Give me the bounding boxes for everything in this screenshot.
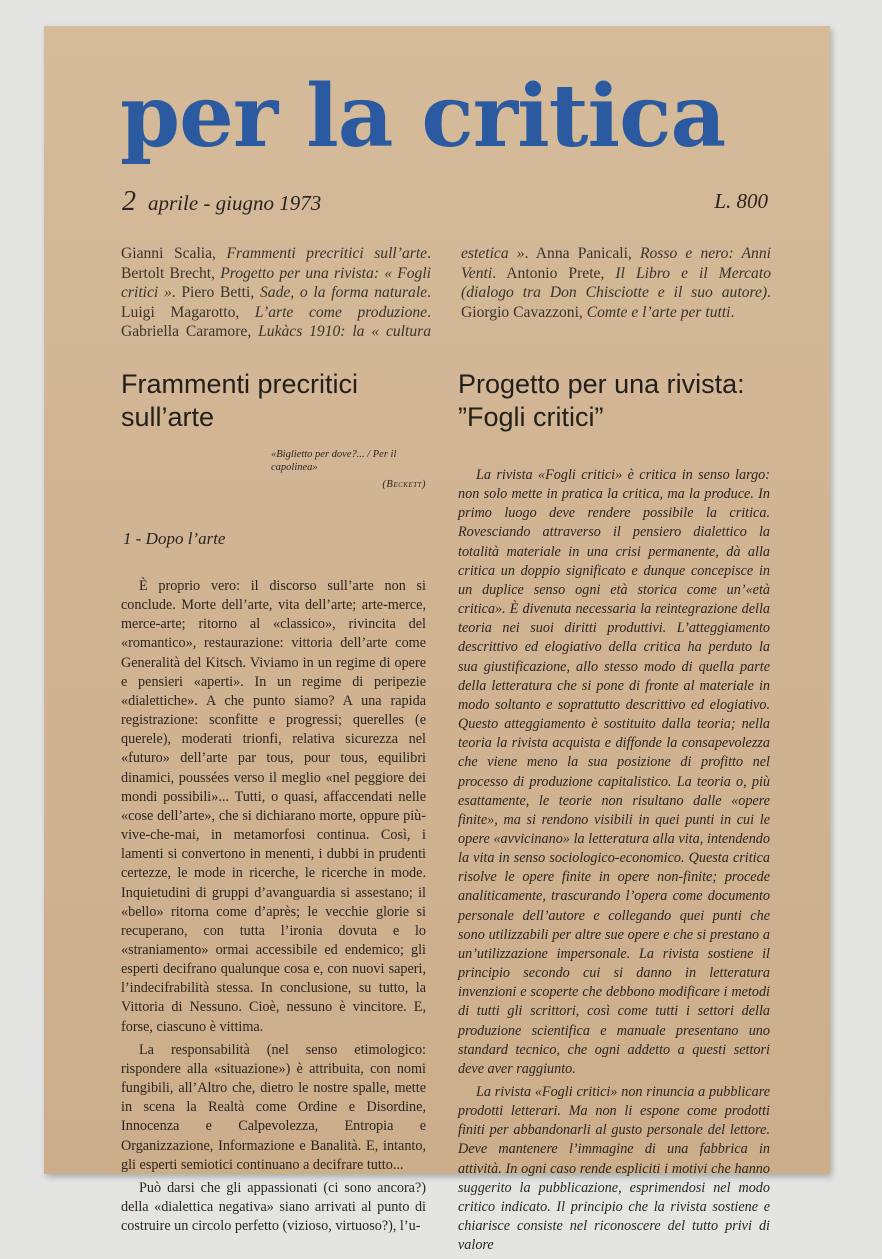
epigraph-author: (Beckett)	[382, 479, 426, 490]
contents-title: Sade, o la forma naturale	[259, 284, 428, 301]
contents-author: . Gabriella Caramore,	[121, 303, 432, 340]
contents-title: Comte e l’arte per tutti	[586, 303, 731, 321]
table-of-contents	[121, 244, 771, 342]
epigraph	[271, 448, 426, 491]
masthead: per la critica	[120, 66, 726, 167]
contents-author: . Antonio Prete,	[492, 264, 616, 282]
section-heading: 1 - Dopo l’arte	[123, 529, 226, 548]
contents-title: Rosso e nero: Anni Venti	[461, 245, 771, 282]
contents-title: L’arte come produzione	[254, 303, 428, 321]
contents-author: . Luigi Magarotto,	[121, 284, 431, 321]
issue-info	[122, 186, 321, 218]
contents-title: Il Libro e il Mercato (dialogo tra Don Chisciotte e il suo autore)	[461, 264, 771, 301]
epigraph-text: «Biglietto per dove?... / Per il capolinea»	[271, 449, 397, 473]
contents-title: Lukàcs 1910: la « cultura estetica »	[258, 245, 525, 340]
article-title-line: ”Fogli critici”	[458, 402, 604, 432]
issue-price: L. 800	[714, 189, 768, 213]
article-body	[121, 577, 426, 1236]
article-title	[458, 368, 770, 434]
article-title	[121, 368, 426, 434]
paragraph: La responsabilità (nel senso etimologico: rispondere alla «situazione») è attribuita, con nomi fungibili, all’Altro che, dietro le nostre spalle, mette in scena la Realtà come Ordine e Disordine, Innocenza e Calpevolezza, Entropia e Organizzazione, Informazione e Banalità. E, intanto, gli esperti semiotici continuano a decifrare tutto...	[121, 1041, 426, 1173]
contents-author: . Giorgio Cavazzoni,	[461, 284, 771, 321]
article-left	[121, 368, 426, 1240]
article-title-line: Progetto per una rivista:	[458, 369, 745, 399]
article-right	[458, 368, 770, 1259]
contents-title: Frammenti precritici sull’arte	[226, 245, 428, 262]
paragraph: È proprio vero: il discorso sull’arte non si conclude. Morte dell’arte, vita dell’arte; arte-merce, merce-arte; ritorno al «classico», rivincita del «romantico», restaurazione: vittoria dell’arte come Generalità del Kitsch. Viviamo in un regime di opere e pensieri «aperti». In un regime di peripezie «dialettiche». A che punto siamo? A una rapida registrazione: sconfitte e progressi; querelles (e querele), moderati trionfi, relativa sicurezza nel «futuro» dell’arte par tous, pour tous, equilibri dinamici, poussées verso il meglio «nel peggiore dei mondi possibili»... Tutti, o quasi, affaccendati nelle «cose dell’arte», che si dichiarano morte, oppure più-vive-che-mai, in metamorfosi continua. Così, i lamenti si convertono in menenti, i dubbi in prudenti certezze, le mode in ricerche, le ricerche in mode. Inquietudini di gruppi d’avanguardia si assestano; il «bello» ritorna come d’après; le vecchie glorie si recuperano, con tutta l’ironia dovuta e lo «straniamento» ormai accessibile ed endemico; gli esperti decifrano qualunque cosa e, con nuovi saperi, l’indecifrabilità stessa. In conclusione, su tutto, la Vittoria di Nessuno. Cioè, nessuno è vincitore. E, forse, ciascuno è vittima.	[121, 578, 426, 1035]
paragraph: La rivista «Fogli critici» non rinuncia a pubblicare prodotti letterari. Ma non li espone come prodotti finiti per abbandonarli al gusto personale del lettore. Deve mantenere l’immagine di una fabbrica in attività. In ogni caso rende espliciti i motivi che hanno suggerito la pubblicazione, esprimendosi nel modo critico indicato. Il principio che la rivista sostiene e chiarisce consiste nel riconoscere del tutto privi di valore	[458, 1084, 770, 1254]
contents-author: .	[730, 303, 735, 321]
contents-author: Gianni Scalia,	[121, 245, 227, 262]
article-body	[458, 466, 770, 1255]
contents-title: Progetto per una rivista: « Fogli critici »	[121, 264, 431, 301]
issue-number: 2	[122, 186, 136, 217]
journal-cover	[44, 26, 830, 1254]
paragraph: La rivista «Fogli critici» è critica in senso largo: non solo mette in pratica la critica, ma la produce. In primo luogo deve rendere possibile la critica. Rovesciando attraverso il pensiero dialettico la totalità materiale in una crisi permanente, dà alla critica un doppio significato e dunque concepisce in un duplice senso ogni età storica come un’«età critica». È divenuta necessaria la reintegrazione della teoria nei suoi diritti produttivi. L’atteggiamento descrittivo ed elogiativo della critica ha perduto la sua giustificazione, allo stesso modo di quella parte della letteratura che si pone di fronte al materiale in modo soltanto e soprattutto descrittivo ed elogiativo. Questo atteggiamento è sostituito dalla teoria; nella teoria la rivista acquista e diffonde la consapevolezza che viene meno la sua posizione di profitto nel processo di produzione capitalistico. La teoria o, più esattamente, le teorie non risultano dalle «opere finite», ma si rendono visibili in quei punti in cui le opere «avvicinano» la letteratura alla vita, intendendo la vita in senso sociologico-economico. Questa critica risolve le opere finite in opere non-finite; procede analiticamente, trascurando l’opera come documento personale dell’autore e collegando quei punti che sono utilizzabili per altre sue opere e che si prestano a un’utilizzazione impersonale. La rivista sostiene il principio secondo cui si danno in letteratura invenzioni e scoperte che debbono modificare i metodi di tutti gli scrittori, così come tutti i settori della produzione scientifica e manuale presentano uno standard tecnico, che ogni addetto a questi settori deve aver raggiunto.	[458, 467, 770, 1077]
article-title-line: sull’arte	[121, 402, 215, 432]
paragraph: Può darsi che gli appassionati (ci sono ancora?) della «dialettica negativa» siano arrivati al punto di costruire un circolo perfetto (vizioso, virtuoso?), l’u-	[121, 1179, 426, 1235]
issue-date: aprile - giugno 1973	[148, 191, 322, 215]
contents-author: . Anna Panicali,	[524, 245, 640, 262]
contents-author: . Piero Betti,	[171, 284, 260, 301]
article-title-line: Frammenti precritici	[121, 369, 359, 399]
contents-author: . Bertolt Brecht,	[121, 245, 431, 282]
